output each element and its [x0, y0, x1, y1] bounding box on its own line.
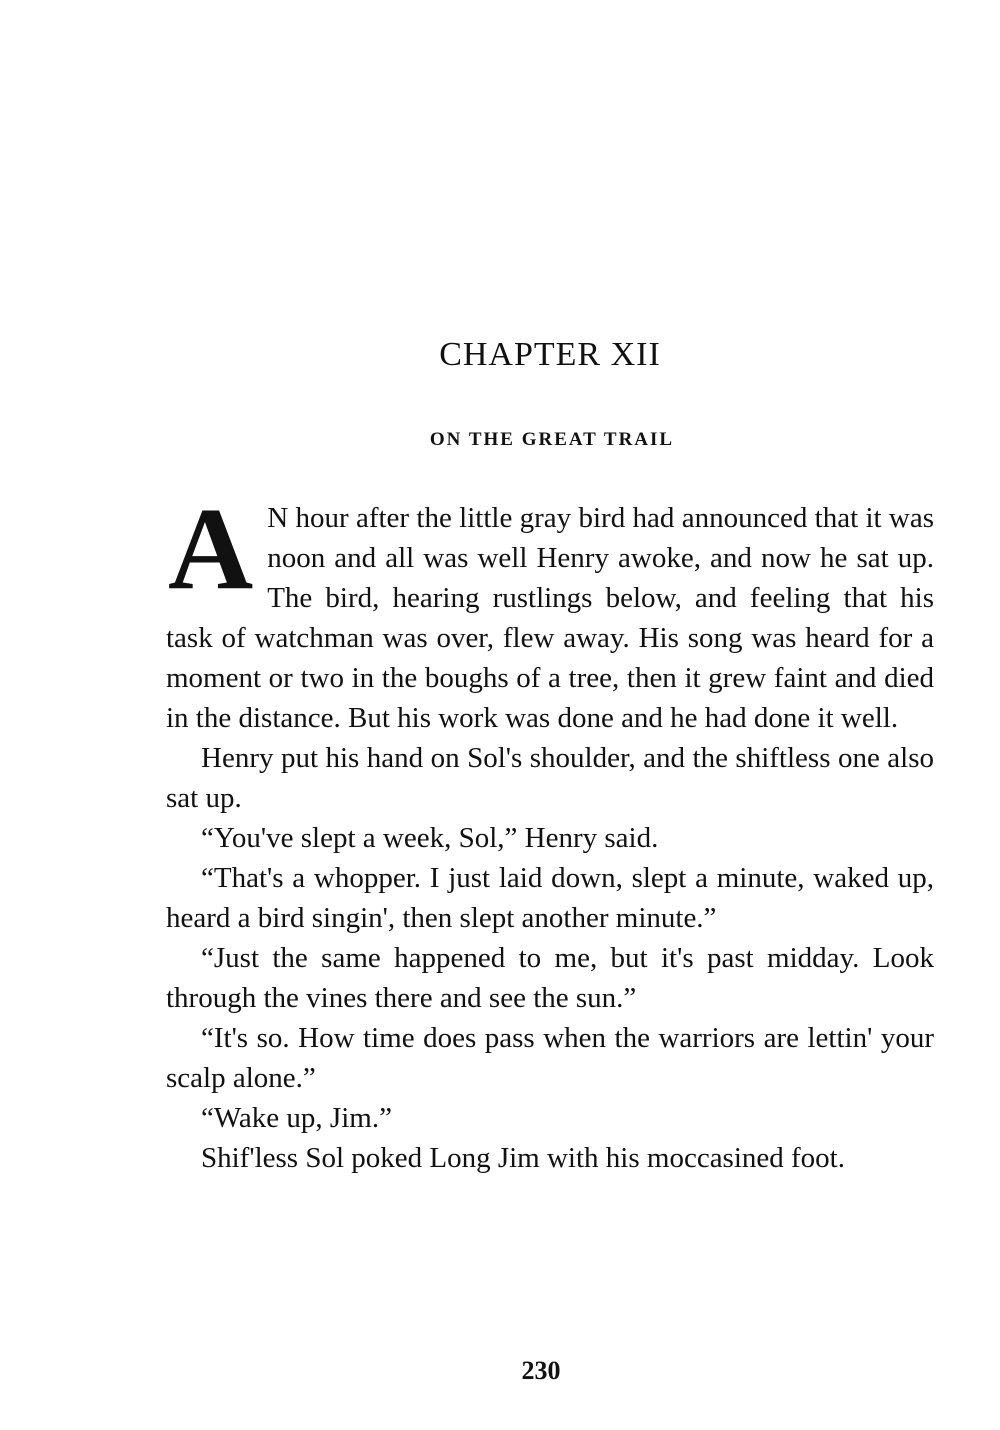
paragraph-8: Shif'less Sol poked Long Jim with his moccasined foot. [201, 1142, 845, 1174]
paragraph-2: Henry put his hand on Sol's shoulder, and the shiftless one also sat up. [166, 742, 934, 814]
paragraph-7: “Wake up, Jim.” [201, 1102, 392, 1134]
paragraph-3: “You've slept a week, Sol,” Henry said. [201, 822, 659, 854]
paragraph-1 [166, 483, 934, 738]
paragraph-4: “That's a whopper. I just laid down, slept a minute, waked up, heard a bird singin', then slept another minute.” [166, 862, 934, 934]
page-number: 230 [521, 1356, 561, 1385]
paragraph-6: “It's so. How time does pass when the warriors are lettin' your scalp alone.” [166, 1022, 934, 1094]
body-text [166, 483, 934, 1178]
chapter-title: CHAPTER XII [439, 336, 661, 373]
paragraph-1-text: N hour after the little gray bird had announced that it was noon and all was well Henry awoke, and now he sat up. The bird, hearing rustlings below, and feeling that his task of watchman was over, flew away. His song was heard for a moment or two in the boughs of a tree, then it grew faint and died in the distance. But his work was done and he had done it well. [166, 502, 934, 734]
drop-cap: A [168, 483, 254, 614]
paragraph-5: “Just the same happened to me, but it's past midday. Look through the vines there and see the sun.” [166, 942, 934, 1014]
chapter-subtitle: ON THE GREAT TRAIL [429, 429, 675, 450]
